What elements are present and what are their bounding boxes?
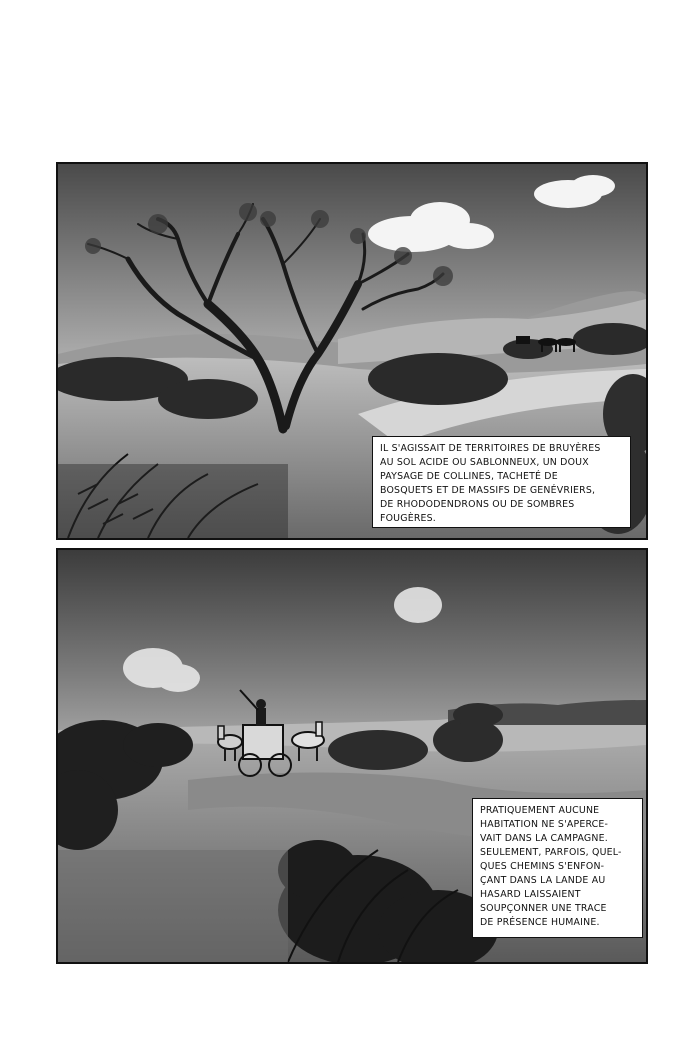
- comic-panel-heathland-tree: [56, 162, 648, 540]
- caption-box: PRATIQUEMENT AUCUNE HABITATION NE S'APERCE- VAIT DANS LA CAMPAGNE. SEULEMENT, PARFOIS, QUEL- QUES CHEMINS S'ENFON- ÇANT DANS LA LANDE AU HASARD LAISSAIENT SOUPÇONNER UNE TRACE DE PRÉSENCE HUMAINE.: [472, 798, 643, 938]
- caption-box: IL S'AGISSAIT DE TERRITOIRES DE BRUYÈRES AU SOL ACIDE OU SABLONNEUX, UN DOUX PAYSAGE DE COLLINES, TACHETÉ DE BOSQUETS ET DE MASSIFS DE GENÉVRIERS, DE RHODODENDRONS OU DE SOMBRES FOUGÈRES.: [372, 436, 631, 528]
- comic-panel-carriage-road: [56, 548, 648, 964]
